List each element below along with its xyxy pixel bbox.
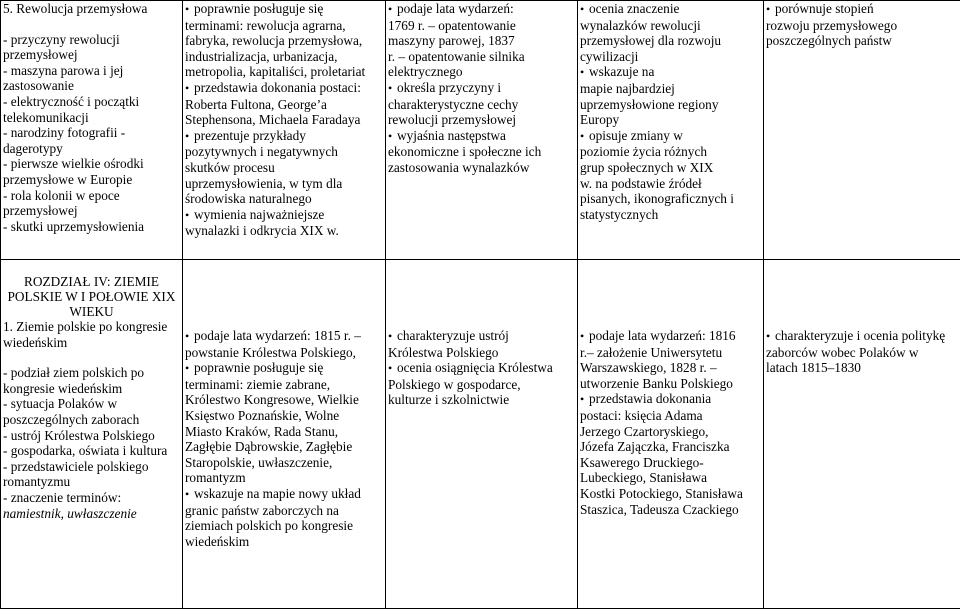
text-line: Roberta Fultona, George’a — [185, 97, 383, 113]
text-line: wiedeńskim — [3, 335, 180, 351]
topic-cell — [1, 260, 183, 609]
text-line: WIEKU — [3, 304, 180, 319]
bullet-item: • wskazuje na — [580, 64, 761, 81]
bullet-item: • wymienia najważniejsze — [185, 207, 383, 224]
text-line: Królestwo Kongresowe, Wielkie — [185, 392, 383, 408]
text-line: romantyzm — [185, 470, 383, 486]
text-line: charakterystyczne cechy — [388, 97, 575, 113]
text-line: r.– założenie Uniwersytetu — [580, 345, 761, 361]
text-line: elektrycznego — [388, 64, 575, 80]
text-line: kongresie wiedeńskim — [3, 381, 180, 397]
requirements-list — [185, 1, 383, 239]
text-line: Księstwo Poznańskie, Wolne — [185, 408, 383, 424]
text-line: industrializacja, urbanizacja, — [185, 49, 383, 65]
text-line: terminami: rewolucja agrarna, — [185, 18, 383, 34]
topic-title — [3, 319, 180, 350]
text-line: Europy — [580, 112, 761, 128]
text-line: maszyny parowej, 1837 — [388, 33, 575, 49]
text-line: Staszica, Tadeusza Czackiego — [580, 502, 761, 518]
text-line: rewolucji przemysłowej — [388, 112, 575, 128]
bullet-item: • wyjaśnia następstwa — [388, 128, 575, 145]
text-line: pozytywnych i negatywnych — [185, 144, 383, 160]
text-line: utworzenie Banku Polskiego — [580, 376, 761, 392]
requirements-cell — [578, 260, 764, 609]
text-line: wynalazków rewolucji — [580, 18, 761, 34]
text-line: latach 1815–1830 — [766, 360, 958, 376]
text-line: Polskiego w gospodarce, — [388, 377, 575, 393]
text-line: Kostki Potockiego, Stanisława — [580, 486, 761, 502]
text-line: - ustrój Królestwa Polskiego — [3, 428, 180, 444]
text-line: - rola kolonii w epoce — [3, 188, 180, 204]
bullet-item: • ocenia osiągnięcia Królestwa — [388, 360, 575, 377]
bullet-item: • poprawnie posługuje się — [185, 360, 383, 377]
requirements-list — [388, 328, 575, 408]
text-line: skutków procesu — [185, 160, 383, 176]
text-line: metropolia, kapitaliści, proletariat — [185, 64, 383, 80]
bullet-item: • wskazuje na mapie nowy układ — [185, 486, 383, 503]
text-line: środowiska naturalnego — [185, 191, 383, 207]
text-line: poszczególnych państw — [766, 33, 958, 49]
text-line: statystycznych — [580, 207, 761, 223]
topic-lines — [3, 365, 180, 505]
chapter-heading — [3, 274, 180, 319]
bullet-item: • podaje lata wydarzeń: 1815 r. – — [185, 328, 383, 345]
text-line: w. na podstawie źródeł — [580, 176, 761, 192]
text-line: - sytuacja Polaków w — [3, 396, 180, 412]
text-line: Zagłębie Dąbrowskie, Zagłębie — [185, 439, 383, 455]
text-line: - znaczenie terminów: — [3, 490, 180, 506]
text-line: powstanie Królestwa Polskiego, — [185, 345, 383, 361]
requirements-cell — [183, 1, 386, 260]
text-line: ekonomiczne i społeczne ich — [388, 144, 575, 160]
text-line: 1769 r. – opatentowanie — [388, 18, 575, 34]
text-line: dagerotypy — [3, 141, 180, 157]
table-row — [1, 260, 960, 609]
bullet-item: • porównuje stopień — [766, 1, 958, 18]
terms-text: namiestnik, uwłaszczenie — [3, 506, 180, 522]
requirements-list — [766, 1, 958, 49]
text-line: przemysłowej — [3, 47, 180, 63]
requirements-cell — [764, 260, 960, 609]
text-line: Staropolskie, uwłaszczenie, — [185, 455, 383, 471]
text-line: grup społecznych w XIX — [580, 160, 761, 176]
text-line: postaci: księcia Adama — [580, 408, 761, 424]
text-line: kulturze i szkolnictwie — [388, 392, 575, 408]
text-line: - elektryczność i początki — [3, 94, 180, 110]
text-line: zastosowanie — [3, 78, 180, 94]
bullet-item: • podaje lata wydarzeń: — [388, 1, 575, 18]
text-line: ziemiach polskich po kongresie — [185, 518, 383, 534]
bullet-item: • charakteryzuje i ocenia politykę — [766, 328, 958, 345]
text-line: romantyzmu — [3, 474, 180, 490]
text-line: przemysłowej dla rozwoju — [580, 33, 761, 49]
topic-title: 5. Rewolucja przemysłowa — [3, 1, 180, 17]
text-line: poszczególnych zaborach — [3, 412, 180, 428]
text-line: terminami: ziemie zabrane, — [185, 377, 383, 393]
bullet-item: • przedstawia dokonania — [580, 391, 761, 408]
text-line: przemysłowej — [3, 203, 180, 219]
text-line: - przedstawiciele polskiego — [3, 459, 180, 475]
text-line: Królestwa Polskiego — [388, 345, 575, 361]
bullet-item: • określa przyczyny i — [388, 80, 575, 97]
text-line: przemysłowe w Europie — [3, 172, 180, 188]
requirements-cell — [386, 1, 578, 260]
text-line: poziomie życia różnych — [580, 144, 761, 160]
text-line: ROZDZIAŁ IV: ZIEMIE — [3, 274, 180, 289]
bullet-item: • opisuje zmiany w — [580, 128, 761, 145]
table-row — [1, 1, 960, 260]
text-line: uprzemysłowienia, w tym dla — [185, 176, 383, 192]
text-line: rozwoju przemysłowego — [766, 18, 958, 34]
text-line: Ksawerego Druckiego- — [580, 455, 761, 471]
text-line: - narodziny fotografii - — [3, 125, 180, 141]
bullet-item: • poprawnie posługuje się — [185, 1, 383, 18]
text-line: telekomunikacji — [3, 110, 180, 126]
text-line: pisanych, ikonograficznych i — [580, 191, 761, 207]
text-line: - podział ziem polskich po — [3, 365, 180, 381]
requirements-list — [580, 1, 761, 222]
requirements-cell — [386, 260, 578, 609]
text-line: wynalazki i odkrycia XIX w. — [185, 223, 383, 239]
text-line: - pierwsze wielkie ośrodki — [3, 156, 180, 172]
bullet-item: • przedstawia dokonania postaci: — [185, 80, 383, 97]
text-line: Warszawskiego, 1828 r. – — [580, 360, 761, 376]
bullet-item: • podaje lata wydarzeń: 1816 — [580, 328, 761, 345]
text-line: - skutki uprzemysłowienia — [3, 219, 180, 235]
text-line: wiedeńskim — [185, 534, 383, 550]
text-line: uprzemysłowione regiony — [580, 97, 761, 113]
text-line: - przyczyny rewolucji — [3, 32, 180, 48]
bullet-item: • charakteryzuje ustrój — [388, 328, 575, 345]
requirements-list — [388, 1, 575, 176]
text-line: mapie najbardziej — [580, 81, 761, 97]
text-line: fabryka, rewolucja przemysłowa, — [185, 33, 383, 49]
text-line: cywilizacji — [580, 49, 761, 65]
text-line: 1. Ziemie polskie po kongresie — [3, 319, 180, 335]
text-line: Miasto Kraków, Rada Stanu, — [185, 424, 383, 440]
text-line: r. – opatentowanie silnika — [388, 49, 575, 65]
bullet-item: • prezentuje przykłady — [185, 128, 383, 145]
topic-cell — [1, 1, 183, 260]
text-line: granic państw zaborczych na — [185, 503, 383, 519]
topic-lines — [3, 32, 180, 235]
requirements-list — [580, 328, 761, 517]
requirements-cell — [578, 1, 764, 260]
text-line: - maszyna parowa i jej — [3, 63, 180, 79]
text-line: Stephensona, Michaela Faradaya — [185, 112, 383, 128]
text-line: POLSKIE W I POŁOWIE XIX — [3, 289, 180, 304]
text-line: Jerzego Czartoryskiego, — [580, 424, 761, 440]
text-line: Lubeckiego, Stanisława — [580, 470, 761, 486]
bullet-item: • ocenia znaczenie — [580, 1, 761, 18]
requirements-cell — [183, 260, 386, 609]
text-line: zaborców wobec Polaków w — [766, 345, 958, 361]
requirements-cell — [764, 1, 960, 260]
text-line: zastosowania wynalazków — [388, 160, 575, 176]
requirements-list — [766, 328, 958, 376]
text-line: - gospodarka, oświata i kultura — [3, 443, 180, 459]
text-line: Józefa Zajączka, Franciszka — [580, 439, 761, 455]
requirements-list — [185, 328, 383, 549]
